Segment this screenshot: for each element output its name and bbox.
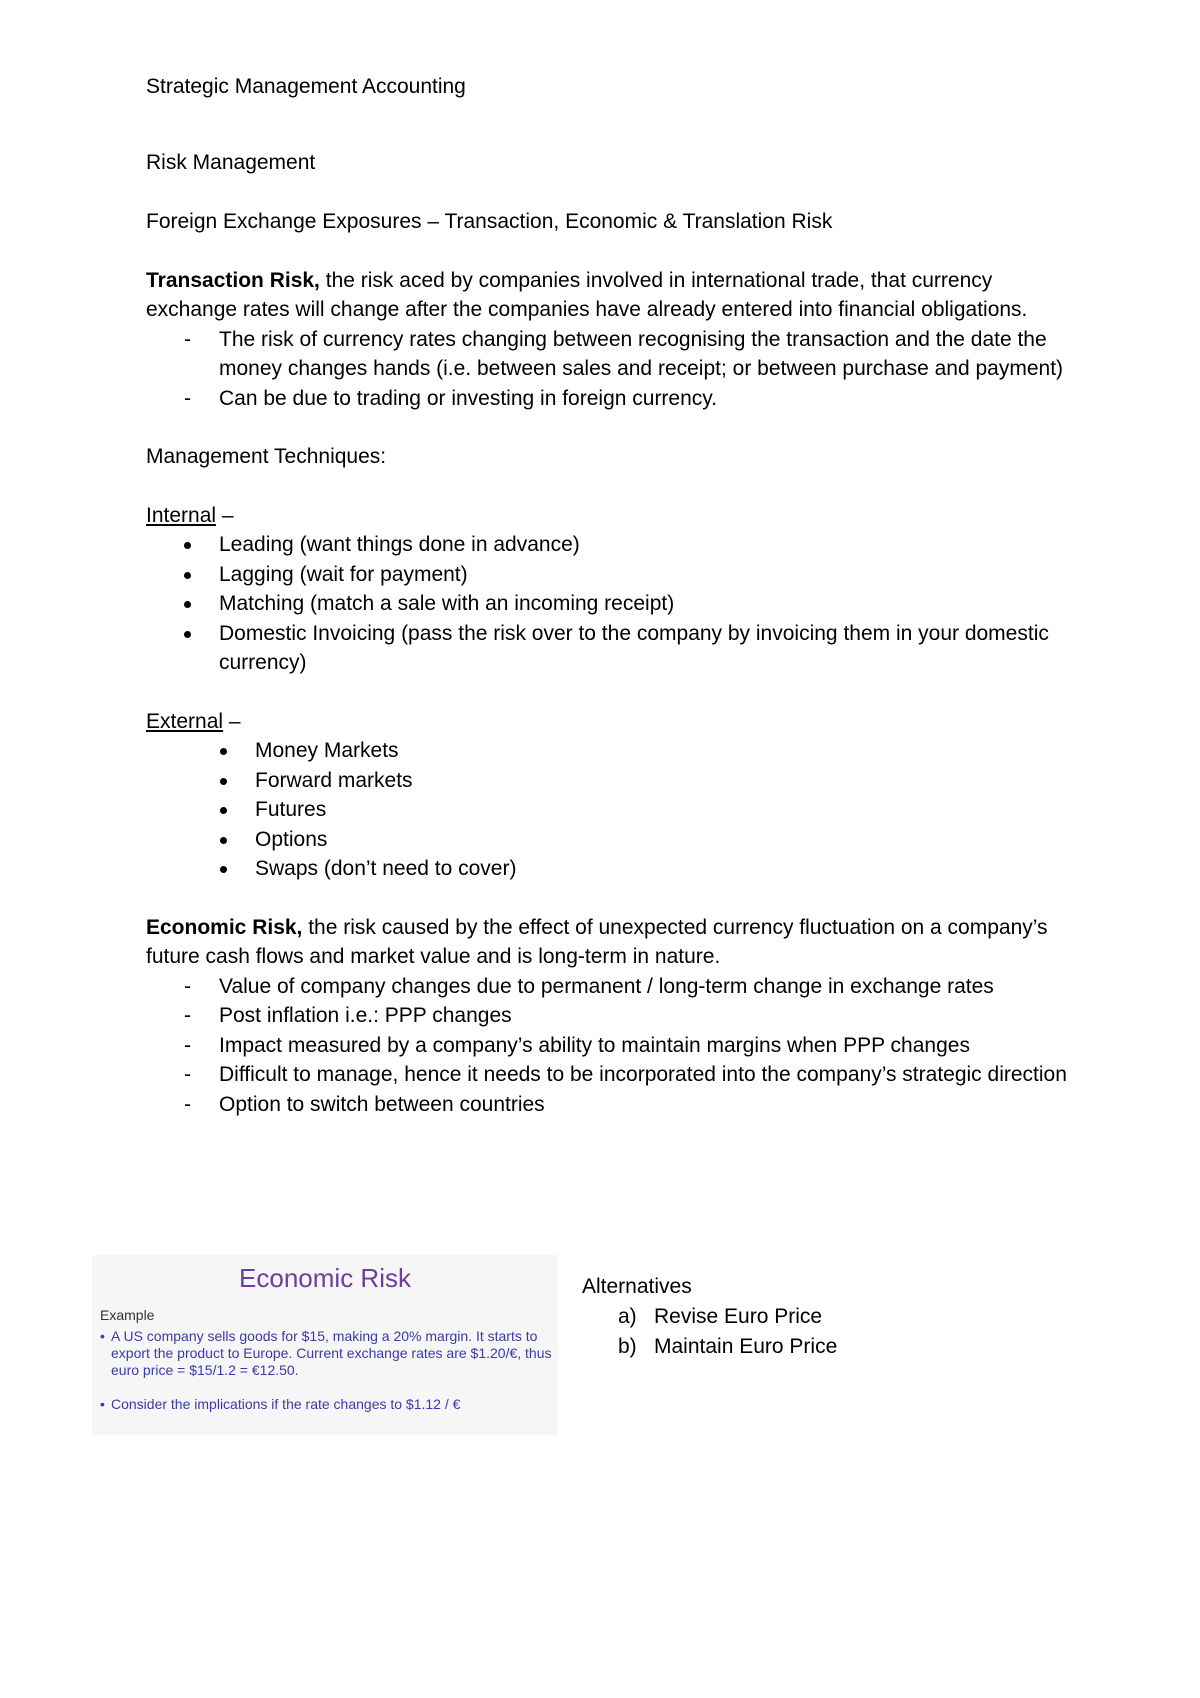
transaction-risk-definition: the risk aced by companies involved in international trade, that currency exchange rates will change after the companies have already entered into financial obligations. [146,268,1028,321]
alternatives-list [582,1302,837,1362]
bullet-icon [184,542,191,549]
bullet-icon [184,631,191,638]
bullet-icon [220,748,227,755]
transaction-points-list [146,325,1086,414]
list-item: - Value of company changes due to permanent / long-term change in exchange rates [184,974,994,998]
economic-risk-term: Economic Risk, [146,915,303,939]
bullet-icon [184,601,191,608]
transaction-risk-paragraph [146,266,1086,325]
bullet-icon [220,778,227,785]
list-item: Options [146,825,1086,855]
bullet-icon [220,866,227,873]
list-item: Swaps (don’t need to cover) [146,854,1086,884]
course-title: Strategic Management Accounting [146,75,466,98]
list-item: Matching (match a sale with an incoming receipt) [146,589,1086,619]
list-item: b) Maintain Euro Price [618,1335,838,1358]
list-item: - Option to switch between countries [184,1092,545,1116]
slide-bullets [100,1328,552,1430]
economic-risk-definition: the risk caused by the effect of unexpected currency fluctuation on a company’s future cash flows and market value and is long-term in nature. [146,915,1048,968]
list-item: Domestic Invoicing (pass the risk over to the company by invoicing them in your domestic currency) [146,619,1086,678]
list-item: - Can be due to trading or investing in foreign currency. [184,386,718,410]
slide-title: Economic Risk [239,1263,411,1293]
list-item: - The risk of currency rates changing between recognising the transaction and the date the money changes hands (i.e. between sales and receipt; or between purchase and payment) [184,327,1064,380]
topic-heading: Risk Management [146,150,316,174]
internal-heading: Internal – [146,503,234,527]
list-item: a) Revise Euro Price [618,1305,823,1328]
alternatives-heading: Alternatives [582,1275,692,1298]
slide-bullet: • A US company sells goods for $15, making a 20% margin. It starts to export the product to Europe. Current exchange rates are $1.20/€, thus euro price = $15/1.2 = €12.50. [100,1328,552,1379]
slide-subtitle: Example [100,1307,155,1323]
management-techniques-heading: Management Techniques: [146,445,387,468]
section-heading: Foreign Exchange Exposures – Transaction, Economic & Translation Risk [146,210,833,233]
list-item: Forward markets [146,766,1086,796]
economic-risk-paragraph [146,913,1086,972]
document-body [146,72,1086,1119]
external-techniques-list [146,736,1086,884]
list-item: - Difficult to manage, hence it needs to be incorporated into the company’s strategic direction [184,1063,1067,1086]
external-heading: External – [146,709,241,733]
list-item: Leading (want things done in advance) [146,530,1086,560]
slide-bullet: • Consider the implications if the rate changes to $1.12 / € [100,1396,552,1413]
list-item: Lagging (wait for payment) [146,560,1086,590]
transaction-risk-term: Transaction Risk, [146,268,320,292]
bullet-icon [184,572,191,579]
economic-risk-slide-image [92,1255,558,1435]
list-item: Money Markets [146,736,1086,766]
bullet-icon [220,837,227,844]
alternatives-block [582,1272,837,1362]
list-item: Futures [146,795,1086,825]
economic-points-list [146,972,1086,1120]
bullet-icon [220,807,227,814]
internal-techniques-list [146,530,1086,678]
list-item: - Post inflation i.e.: PPP changes [184,1004,512,1027]
list-item: - Impact measured by a company’s ability to maintain margins when PPP changes [184,1033,970,1057]
